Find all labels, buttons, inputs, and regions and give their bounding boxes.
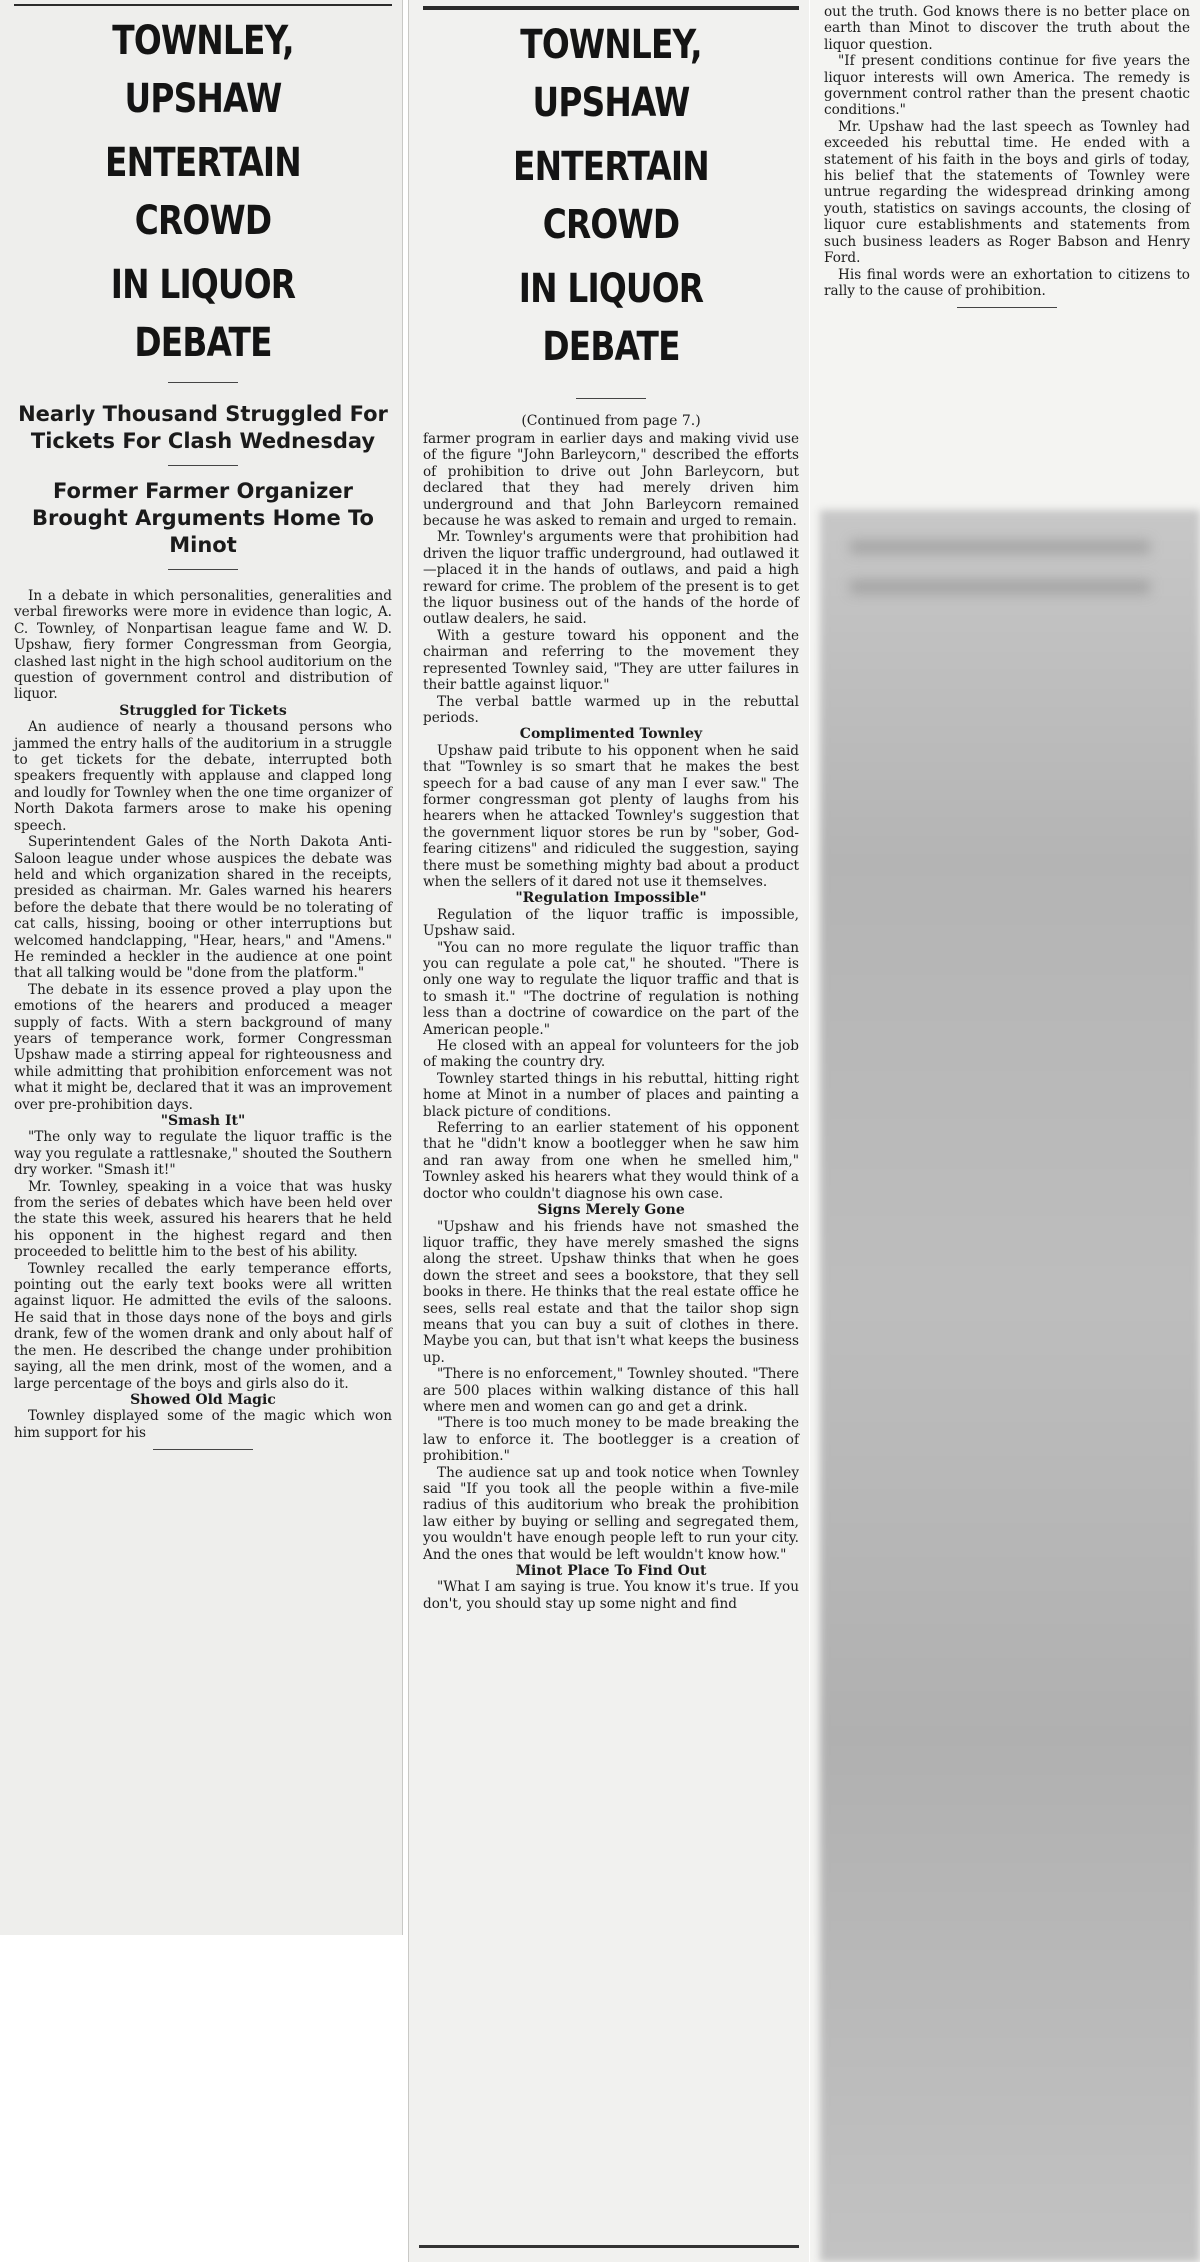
paragraph: Referring to an earlier statement of his opponent that he "didn't know a bootlegger when he saw him and ran away from one when he smelled him," Townley asked his hearers what they would think of a doctor who couldn't diagnose his own case. bbox=[423, 1120, 799, 1202]
paragraph: "Upshaw and his friends have not smashed the liquor traffic, they have merely smashed the signs along the street. Upshaw thinks that when he goes down the street and sees a bookstore, that they sell books in there. He thinks that the real estate office he sees, sells real estate and that the tailor shop sign means that you can buy a suit of clothes in there. Maybe you can, but that isn't what keeps the business up. bbox=[423, 1218, 799, 1366]
left-column-inner bbox=[14, 0, 392, 1458]
paragraph: farmer program in earlier days and making vivid use of the figure "John Barleycorn," described the efforts of prohibition to drive out John Barleycorn, but declared that they had merely driven him underground and that John Barleycorn remained because he was asked to remain and urged to remain. bbox=[423, 431, 799, 530]
deck-2: Former Farmer Organizer Brought Arguments Home To Minot bbox=[32, 479, 374, 557]
paragraph: The verbal battle warmed up in the rebuttal periods. bbox=[423, 693, 799, 726]
subheading-signs-gone: Signs Merely Gone bbox=[537, 1202, 685, 1219]
blurred-line bbox=[850, 580, 1150, 594]
paragraph: Mr. Upshaw had the last speech as Townley had exceeded his rebuttal time. He ended with a statement of his faith in the boys and girls of today, his belief that the statements of Townley were untrue regarding the widespread drinking among youth, statistics on savings accounts, the closing of liquor cure establishments and statements from such business leaders as Roger Babson and Henry Ford. bbox=[824, 118, 1190, 267]
subheading-old-magic: Showed Old Magic bbox=[130, 1391, 276, 1408]
paragraph: "What I am saying is true. You know it's true. If you don't, you should stay up some night and find bbox=[423, 1579, 799, 1612]
paragraph: The debate in its essence proved a play upon the emotions of the hearers and produced a meager supply of facts. With a stern background of many years of temperance work, former Congressman Upshaw made a stirring appeal for righteousness and while admitting that prohibition enforcement was not what it might be, declared that it was an improvement over pre-prohibition days. bbox=[14, 981, 392, 1113]
subheading-minot-place: Minot Place To Find Out bbox=[515, 1563, 707, 1580]
headline-divider bbox=[168, 382, 238, 383]
top-rule bbox=[14, 4, 392, 6]
blurred-line bbox=[850, 540, 1150, 554]
deck-divider-2 bbox=[168, 569, 238, 570]
paragraph: Upshaw paid tribute to his opponent when he said that "Townley is so smart that he makes the best speech for a bad cause of any man I ever saw." The former congressman got plenty of laughs from his hearers when he attacked Townley's suggestion that the government liquor stores be run by "sober, God-fearing citizens" and ridiculed the suggestion, saying there must be something mighty bad about a product when the sellers of it dared not use it themselves. bbox=[423, 742, 799, 890]
paragraph: Superintendent Gales of the North Dakota Anti-Saloon league under whose auspices the debate was held and which organization shared in the receipts, presided as chairman. Mr. Gales warned his hearers before the debate that there would be no tolerating of cat calls, hissing, booing or other interruptions but welcomed handclapping, "Hear, hears," and "Amens." He reminded a heckler in the audience at one point that all talking would be "done from the platform." bbox=[14, 834, 392, 982]
continued-note: (Continued from page 7.) bbox=[521, 413, 701, 429]
headline-line-3: IN LIQUOR DEBATE bbox=[518, 266, 704, 370]
paragraph: His final words were an exhortation to citizens to rally to the cause of prohibition. bbox=[824, 266, 1190, 299]
end-rule bbox=[957, 307, 1057, 308]
paragraph: "If present conditions continue for five years the liquor interests will own America. The remedy is government control rather than the present chaotic conditions." bbox=[824, 53, 1190, 119]
middle-column-inner bbox=[423, 0, 799, 1612]
headline-line-1: TOWNLEY, UPSHAW bbox=[112, 18, 294, 122]
paragraph: An audience of nearly a thousand persons who jammed the entry halls of the auditorium in a struggle to get tickets for the debate, interrupted both speakers frequently with applause and clapped long and loudly for Townley when the one time organizer of North Dakota farmers arose to make his opening speech. bbox=[14, 719, 392, 834]
subheading-complimented: Complimented Townley bbox=[519, 726, 703, 743]
paragraph: out the truth. God knows there is no better place on earth than Minot to discover the truth about the liquor question. bbox=[824, 4, 1190, 53]
deck-1: Nearly Thousand Struggled For Tickets For Clash Wednesday bbox=[18, 402, 388, 453]
right-column-inner bbox=[824, 4, 1190, 316]
top-rule bbox=[423, 6, 799, 10]
paragraph: He closed with an appeal for volunteers for the job of making the country dry. bbox=[423, 1038, 799, 1071]
paragraph: Townley displayed some of the magic which won him support for his bbox=[14, 1408, 392, 1441]
headline-line-2: ENTERTAIN CROWD bbox=[105, 140, 301, 244]
subheading-struggled: Struggled for Tickets bbox=[119, 702, 287, 719]
subheading-smash-it: "Smash It" bbox=[160, 1113, 246, 1129]
paragraph: The audience sat up and took notice when Townley said "If you took all the people within a five-mile radius of this auditorium who break the prohibition law either by buying or selling and segregated them, you wouldn't have enough people left to run your city. And the ones that would be left wouldn't know how." bbox=[423, 1464, 799, 1563]
bottom-rule bbox=[419, 2245, 799, 2248]
headline-line-1: TOWNLEY, UPSHAW bbox=[520, 22, 702, 126]
subheading-regulation: "Regulation Impossible" bbox=[515, 890, 707, 907]
blurred-region bbox=[820, 510, 1200, 2262]
paragraph: Mr. Townley, speaking in a voice that was husky from the series of debates which have been held over the state this week, assured his hearers that he held his opponent in the highest regard and then proceeded to belittle him to the best of his ability. bbox=[14, 1178, 392, 1261]
paragraph: "You can no more regulate the liquor traffic than you can regulate a pole cat," he shouted. "There is only one way to regulate the liquor traffic and that is to smash it." "The doctrine of regulation is nothing less than a doctrine of cowardice on the part of the American people." bbox=[423, 939, 799, 1038]
paragraph: Regulation of the liquor traffic is impossible, Upshaw said. bbox=[423, 906, 799, 940]
paragraph: With a gesture toward his opponent and the chairman and referring to the movement they represented Townley said, "They are utter failures in their battle against liquor." bbox=[423, 627, 799, 694]
paragraph: In a debate in which personalities, generalities and verbal fireworks were more in evidence than logic, A. C. Townley, of Nonpartisan league fame and W. D. Upshaw, fiery former Congressman from Georgia, clashed last night in the high school auditorium on the question of government control and distribution of liquor. bbox=[14, 588, 392, 703]
paragraph: Mr. Townley's arguments were that prohibition had driven the liquor traffic underground, had outlawed it—placed it in the hands of outlaws, and paid a high reward for crime. The problem of the present is to get the liquor business out of the hands of the horde of outlaw dealers, he said. bbox=[423, 529, 799, 628]
end-rule bbox=[153, 1449, 253, 1450]
paragraph: Townley started things in his rebuttal, hitting right home at Minot in a number of places and painting a black picture of conditions. bbox=[423, 1070, 799, 1120]
deck-divider bbox=[168, 465, 238, 466]
paragraph: Townley recalled the early temperance efforts, pointing out the early text books were all written against liquor. He admitted the evils of the saloons. He said that in those days none of the boys and girls drank, few of the women drank and only about half of the men. He described the change under prohibition saying, all the men drink, most of the women, and a large percentage of the boys and girls also do it. bbox=[14, 1260, 392, 1392]
paragraph: "The only way to regulate the liquor traffic is the way you regulate a rattlesnake," shouted the Southern dry worker. "Smash it!" bbox=[14, 1129, 392, 1179]
paragraph: "There is no enforcement," Townley shouted. "There are 500 places within walking distance of this hall where men and women can go and get a drink. bbox=[423, 1366, 799, 1415]
middle-article-column bbox=[408, 0, 809, 2262]
paragraph: "There is too much money to be made breaking the law to enforce it. The bootlegger is a creation of prohibition." bbox=[423, 1415, 799, 1465]
headline-line-3: IN LIQUOR DEBATE bbox=[110, 262, 296, 366]
headline-line-2: ENTERTAIN CROWD bbox=[513, 144, 709, 248]
headline-divider bbox=[576, 398, 646, 399]
left-article-column bbox=[0, 0, 403, 1935]
